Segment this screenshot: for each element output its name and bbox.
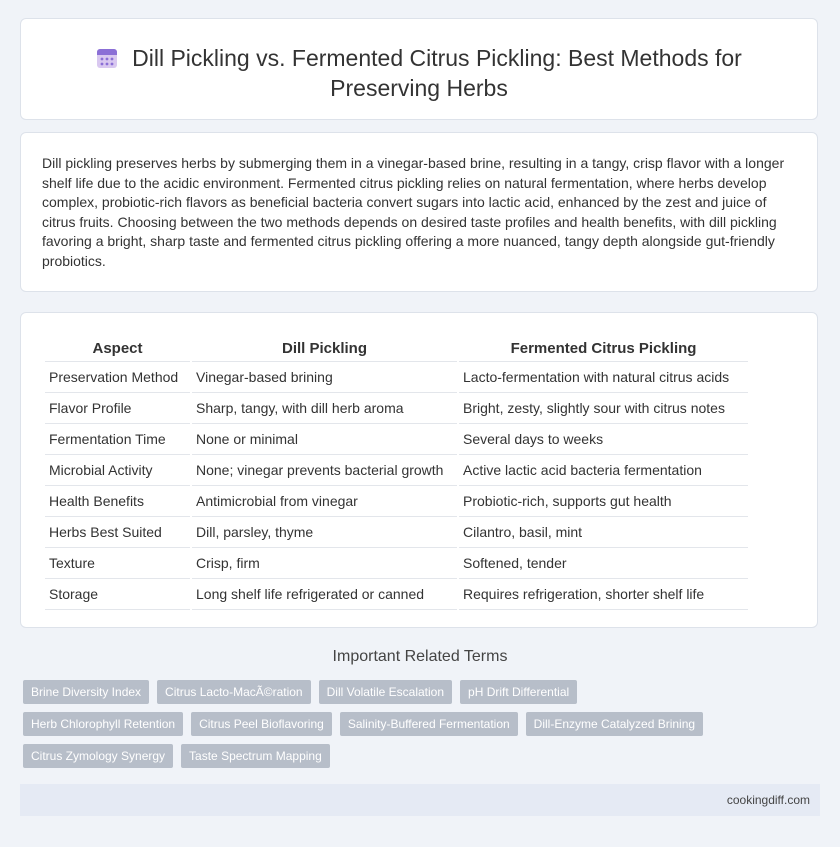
tag-dill-volatile-escalation[interactable]: Dill Volatile Escalation [319,680,452,704]
cell-aspect: Storage [45,579,190,610]
header-fermented-citrus: Fermented Citrus Pickling [459,333,748,362]
cell-citrus: Active lactic acid bacteria fermentation [459,455,748,486]
cell-dill: None or minimal [192,424,457,455]
cell-dill: Long shelf life refrigerated or canned [192,579,457,610]
comparison-table-card [20,312,818,628]
page-title [61,43,777,103]
tag-taste-spectrum-mapping[interactable]: Taste Spectrum Mapping [181,744,330,768]
cell-citrus: Bright, zesty, slightly sour with citrus notes [459,393,748,424]
cell-citrus: Several days to weeks [459,424,748,455]
comparison-table [43,333,750,610]
cell-aspect: Microbial Activity [45,455,190,486]
related-terms-title: Important Related Terms [332,648,508,665]
tag-brine-diversity-index[interactable]: Brine Diversity Index [23,680,149,704]
cell-citrus: Requires refrigeration, shorter shelf life [459,579,748,610]
intro-paragraph: Dill pickling preserves herbs by submerging them in a vinegar-based brine, resulting in a tangy, crisp flavor with a longer shelf life due to the acidic environment. Fermented citrus pickling relies on natural fermentation, where herbs develop complex, probiotic-rich flavors as beneficial bacteria convert sugars into lactic acid, enhanced by the zest and juice of citrus fruits. Choosing between the two methods depends on desired taste profiles and health benefits, with dill pickling favoring a bright, sharp taste and fermented citrus pickling offering a more nuanced, tangy depth alongside gut-friendly probiotics. [42,155,785,269]
tag-citrus-lacto-maceration[interactable]: Citrus Lacto-MacÃ©ration [157,680,311,704]
footer-site[interactable]: cookingdiff.com [726,793,810,807]
footer [20,784,820,816]
header-aspect: Aspect [45,333,190,362]
tag-herb-chlorophyll-retention[interactable]: Herb Chlorophyll Retention [23,712,183,736]
cell-dill: None; vinegar prevents bacterial growth [192,455,457,486]
cell-dill: Vinegar-based brining [192,362,457,393]
tag-citrus-zymology-synergy[interactable]: Citrus Zymology Synergy [23,744,173,768]
cell-aspect: Preservation Method [45,362,190,393]
cell-citrus: Lacto-fermentation with natural citrus acids [459,362,748,393]
table-row [45,455,748,486]
table-row [45,548,748,579]
cell-aspect: Herbs Best Suited [45,517,190,548]
calendar-icon [96,47,118,69]
table-row [45,424,748,455]
cell-dill: Sharp, tangy, with dill herb aroma [192,393,457,424]
cell-dill: Antimicrobial from vinegar [192,486,457,517]
cell-aspect: Texture [45,548,190,579]
cell-citrus: Cilantro, basil, mint [459,517,748,548]
cell-citrus: Probiotic-rich, supports gut health [459,486,748,517]
related-terms-tags [23,680,743,768]
intro-card [20,132,818,292]
tag-dill-enzyme-catalyzed-brining[interactable]: Dill-Enzyme Catalyzed Brining [526,712,703,736]
header-dill-pickling: Dill Pickling [192,333,457,362]
page-title-text: Dill Pickling vs. Fermented Citrus Pickling: Best Methods for Preserving Herbs [132,45,742,101]
cell-citrus: Softened, tender [459,548,748,579]
title-wrap [61,43,777,103]
table-row [45,362,748,393]
cell-dill: Crisp, firm [192,548,457,579]
table-row [45,579,748,610]
cell-aspect: Health Benefits [45,486,190,517]
cell-aspect: Fermentation Time [45,424,190,455]
cell-dill: Dill, parsley, thyme [192,517,457,548]
table-row [45,393,748,424]
tag-ph-drift-differential[interactable]: pH Drift Differential [460,680,577,704]
title-card [20,18,818,120]
table-header-row [45,333,748,362]
tag-salinity-buffered-fermentation[interactable]: Salinity-Buffered Fermentation [340,712,518,736]
table-row [45,517,748,548]
tag-citrus-peel-bioflavoring[interactable]: Citrus Peel Bioflavoring [191,712,332,736]
table-row [45,486,748,517]
cell-aspect: Flavor Profile [45,393,190,424]
